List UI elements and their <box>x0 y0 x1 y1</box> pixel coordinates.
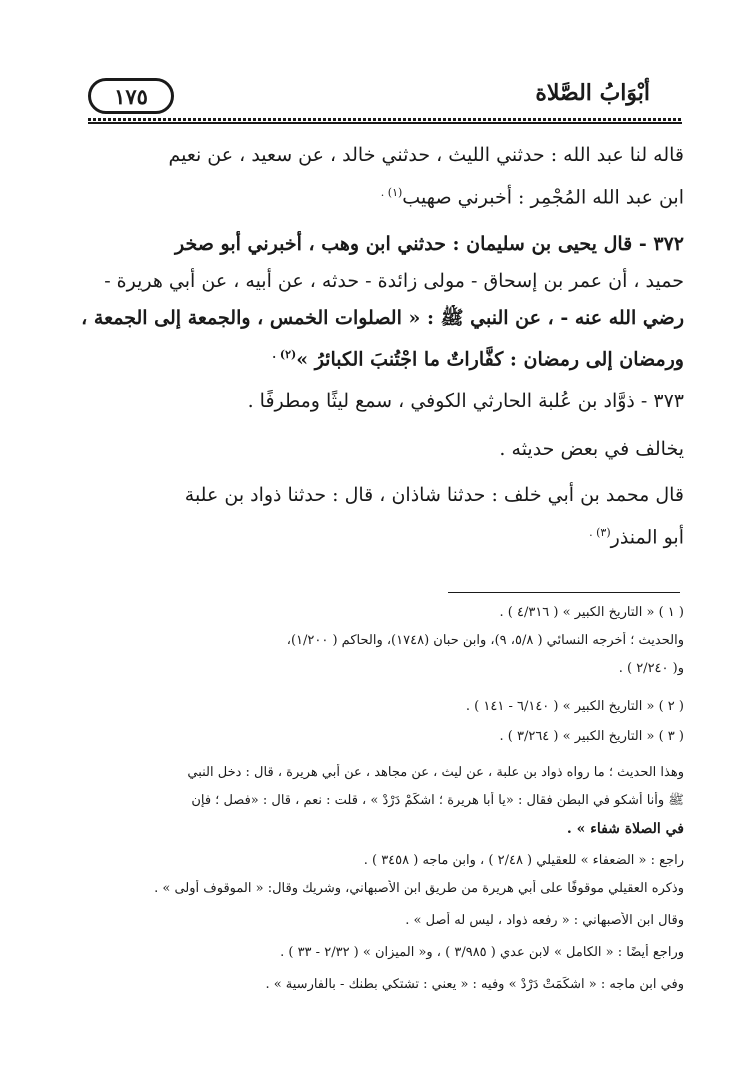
footnote-3-line-4: في الصلاة شفاء » . <box>566 821 684 837</box>
footnote-3-line-9: وفي ابن ماجه : « اشكَمَتْ دَرْدْ » وفيه : « يعني : تشتكي بطنك - بالفارسية » . <box>265 977 684 992</box>
header-rule <box>88 118 682 124</box>
body-line-5: رضي الله عنه - ، عن النبي ﷺ : « الصلوات الخمس ، والجمعة إلى الجمعة ، <box>81 307 684 329</box>
footnote-2: ( ٢ ) « التاريخ الكبير » ( ٦/١٤٠ - ١٤١ ) . <box>465 699 684 714</box>
entry-373-text: ٣٧٣ - ذوَّاد بن عُلبة الحارثي الكوفي ، سمع ليثًا ومطرفًا . <box>247 390 684 412</box>
hadith-372-text: ٣٧٢ - قال يحيى بن سليمان : حدثني ابن وهب ، أخبرني أبو صخر <box>175 233 684 255</box>
running-title: أبْوَابُ الصَّلاة <box>535 80 650 106</box>
footnote-1-line-2: والحديث ؛ أخرجه النسائي ( ٥/٨، ٩)، وابن حبان (١٧٤٨)، والحاكم ( ١/٢٠٠)، <box>286 633 684 648</box>
body-line-8: يخالف في بعض حديثه . <box>499 438 684 460</box>
body-line-10 <box>58 520 684 550</box>
footnote-ref-3: (٣) . <box>589 526 611 539</box>
footnote-ref-2: (٢) . <box>272 348 297 361</box>
body-line-9: قال محمد بن أبي خلف : حدثنا شاذان ، قال : حدثنا ذواد بن علبة <box>184 484 684 506</box>
body-line-10-text: أبو المنذر <box>610 526 684 549</box>
body-line-3 <box>58 231 684 257</box>
footnote-1-line-3: و( ٢/٢٤٠ ) . <box>618 661 684 676</box>
footnote-1: ( ١ ) « التاريخ الكبير » ( ٤/٣١٦ ) . <box>499 605 684 620</box>
footnote-3-line-7: وقال ابن الأصبهاني : « رفعه ذواد ، ليس له أصل » . <box>405 913 684 928</box>
footnote-divider <box>448 592 680 593</box>
footnote-ref-1: (١) . <box>380 186 403 199</box>
footnote-3-line-5: راجع : « الضعفاء » للعقيلي ( ٢/٤٨ ) ، وابن ماجه ( ٣٤٥٨ ) . <box>363 853 684 868</box>
body-line-7 <box>58 388 684 414</box>
body-line-2 <box>58 180 684 210</box>
body-line-2-text: ابن عبد الله المُجْمِر : أخبرني صهيب <box>402 186 684 209</box>
footnote-3-line-2: وهذا الحديث ؛ ما رواه ذواد بن علبة ، عن ليث ، عن مجاهد ، عن أبي هريرة ، قال : دخل النبي <box>187 765 684 780</box>
body-line-6-text: ورمضان إلى رمضان : كفَّاراتٌ ما اجْتُنبَ الكبائرُ » <box>296 348 684 371</box>
body-line-1: قاله لنا عبد الله : حدثني الليث ، حدثني خالد ، عن سعيد ، عن نعيم <box>168 144 684 166</box>
footnote-3-line-8: وراجع أيضًا : « الكامل » لابن عدي ( ٣/٩٨٥ ) ، و« الميزان » ( ٢/٣٢ - ٣٣ ) . <box>280 945 684 960</box>
body-line-6 <box>58 342 684 372</box>
footnote-3: ( ٣ ) « التاريخ الكبير » ( ٣/٢٦٤ ) . <box>499 729 684 744</box>
body-line-4: حميد ، أن عمر بن إسحاق - مولى زائدة - حدثه ، عن أبيه ، عن أبي هريرة - <box>104 270 684 292</box>
footnote-3-line-6: وذكره العقيلي موقوفًا على أبي هريرة من طريق ابن الأصبهاني، وشريك وقال: « الموقوف أولى » . <box>154 881 684 896</box>
footnote-3-line-3: ﷺ وأنا أشكو في البطن فقال : «يا أبا هريرة ؛ اشكَمْ دَرْدْ » ، قلت : نعم ، قال : «فصل ؛ فإن <box>191 793 684 808</box>
page-number-text: ١٧٥ <box>114 83 148 109</box>
page-number <box>88 78 174 114</box>
